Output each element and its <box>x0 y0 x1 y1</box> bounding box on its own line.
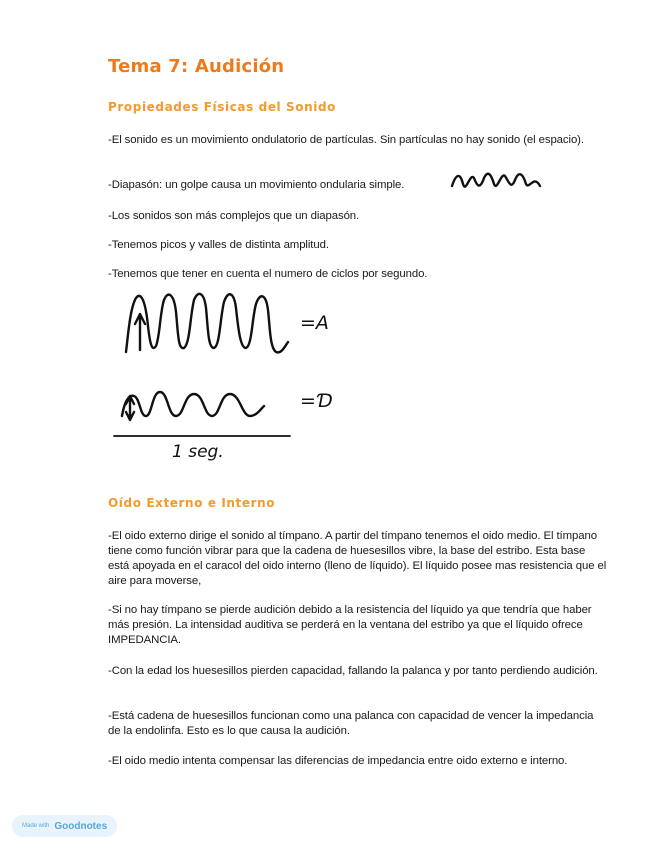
amplitude-label: =A <box>300 312 329 334</box>
period-label: =Ɗ <box>300 390 332 412</box>
time-label: 1 seg. <box>172 442 224 462</box>
paragraph: -El oido externo dirige el sonido al tímpano. A partir del tímpano tenemos el oido medio. El tímpano tiene como función vibrar para que la cadena de huesesillos vibre, la base del estribo. Esta base está apoyada en el caracol del oido interno (lleno de líquido). El líquido posee mas resistencia que el aire para moverse, <box>108 530 607 587</box>
paragraph: -El sonido es un movimiento ondulatorio de partículas. Sin partículas no hay sonido (el espacio). <box>108 134 584 146</box>
paragraph: -Tenemos picos y valles de distinta amplitud. <box>108 239 329 251</box>
paragraph: -Diapasón: un golpe causa un movimiento ondularia simple. <box>108 179 405 191</box>
paragraph: -Con la edad los huesesillos pierden capacidad, fallando la palanca y por tanto perdiendo audición. <box>108 665 598 677</box>
paragraph: -Si no hay tímpano se pierde audición debido a la resistencia del líquido ya que tendría que haber más presión. La intensidad auditiva se perderá en la ventana del estribo ya que el líquido ofrece IMPEDANCIA. <box>108 604 592 646</box>
made-with-text: Made with <box>22 823 50 829</box>
amplitude-wave-sketch <box>118 286 298 361</box>
section-heading-propiedades: Propiedades Físicas del Sonido <box>108 100 337 114</box>
period-wave-sketch <box>118 384 278 424</box>
time-axis-line <box>112 432 294 440</box>
paragraph: -El oido medio intenta compensar las diferencias de impedancia entre oido externo e interno. <box>108 755 568 767</box>
page-title: Tema 7: Audición <box>108 56 285 77</box>
goodnotes-brand: Goodnotes <box>54 820 108 832</box>
goodnotes-badge[interactable] <box>12 815 117 837</box>
simple-wave-sketch <box>448 164 548 194</box>
paragraph: -Está cadena de huesesillos funcionan como una palanca con capacidad de vencer la impedancia de la endolinfa. Esto es lo que causa la audición. <box>108 710 594 737</box>
paragraph: -Tenemos que tener en cuenta el numero de ciclos por segundo. <box>108 268 428 280</box>
section-heading-oido: Oído Externo e Interno <box>108 496 276 510</box>
paragraph: -Los sonidos son más complejos que un diapasón. <box>108 210 360 222</box>
